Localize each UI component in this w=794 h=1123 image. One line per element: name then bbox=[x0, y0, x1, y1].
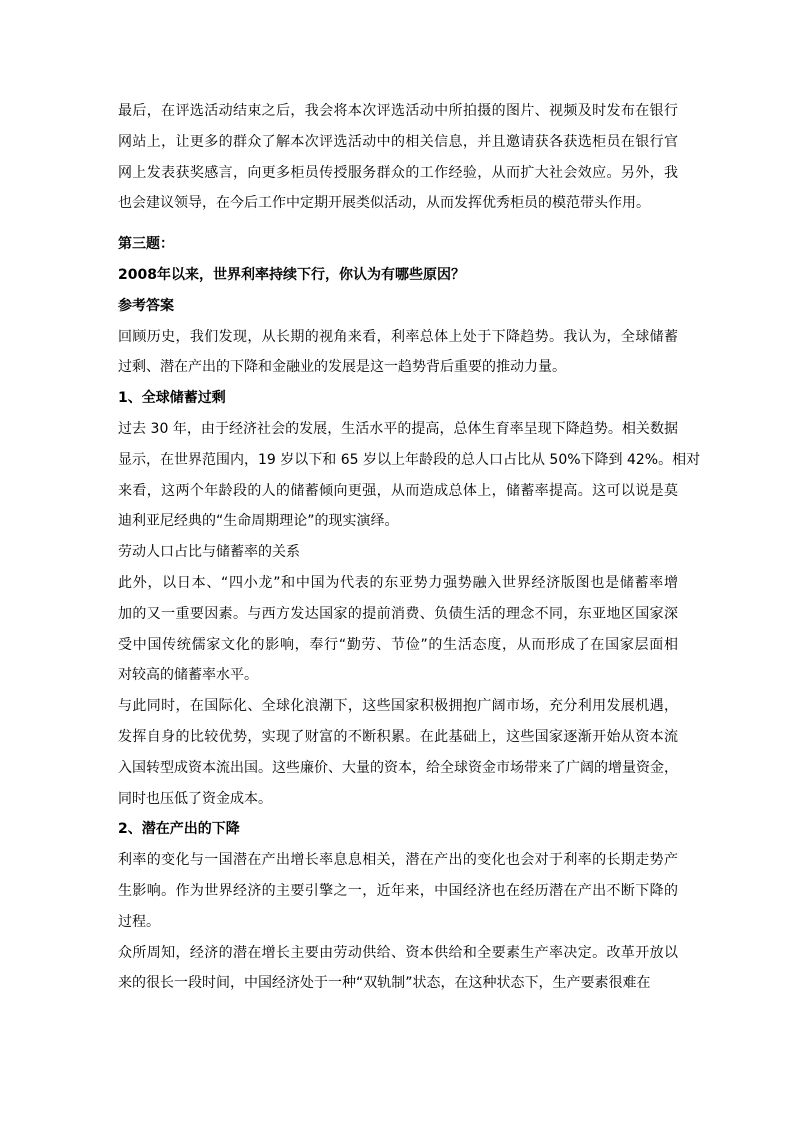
text-line: 最后，在评选活动结束之后，我会将本次评选活动中所拍摄的图片、视频及时发布在银行 bbox=[118, 103, 678, 119]
text-line: 受中国传统儒家文化的影响，奉行“勤劳、节俭”的生活态度，从而形成了在国家层面相 bbox=[118, 636, 678, 653]
heading bbox=[118, 260, 678, 291]
text-line: 劳动人口占比与储蓄率的关系 bbox=[118, 544, 300, 561]
paragraph bbox=[118, 568, 678, 691]
text-line: 过去 30 年，由于经济社会的发展，生活水平的提高，总体生育率呈现下降趋势。相关数据 bbox=[118, 420, 678, 437]
text-line: 迪利亚尼经典的“生命周期理论”的现实演绎。 bbox=[118, 513, 399, 530]
text-line: 也会建议领导，在今后工作中定期开展类似活动，从而发挥优秀柜员的模范带头作用。 bbox=[118, 195, 650, 212]
text-line: 1、全球储蓄过剩 bbox=[118, 390, 226, 407]
heading bbox=[118, 291, 678, 322]
heading bbox=[118, 814, 678, 845]
heading bbox=[118, 229, 678, 260]
text-line: 生影响。作为世界经济的主要引擎之一，近年来，中国经济也在经历潜在产出不断下降的 bbox=[118, 882, 678, 899]
text-line: 同时也压低了资金成本。 bbox=[118, 790, 272, 807]
text-line: 发挥自身的比较优势，实现了财富的不断积累。在此基础上，这些国家逐渐开始从资本流 bbox=[118, 728, 678, 745]
paragraph bbox=[118, 537, 678, 568]
text-line: 过程。 bbox=[118, 913, 160, 930]
text-line: 与此同时，在国际化、全球化浪潮下，这些国家积极拥抱广阔市场，充分利用发展机遇， bbox=[118, 698, 678, 715]
text-line: 过剩、潜在产出的下降和金融业的发展是这一趋势背后重要的推动力量。 bbox=[118, 359, 566, 376]
text-line: 回顾历史，我们发现，从长期的视角来看，利率总体上处于下降趋势。我认为，全球储蓄 bbox=[118, 328, 678, 345]
text-line: 参考答案 bbox=[118, 297, 174, 314]
text-line: 来的很长一段时间，中国经济处于一种“双轨制”状态，在这种状态下，生产要素很难在 bbox=[118, 975, 651, 992]
text-line: 网站上，让更多的群众了解本次评选活动中的相关信息，并且邀请获各获选柜员在银行官 bbox=[118, 133, 678, 150]
text-line: 网上发表获奖感言，向更多柜员传授服务群众的工作经验，从而扩大社会效应。另外，我 bbox=[118, 164, 678, 181]
text-line: 利率的变化与一国潜在产出增长率息息相关，潜在产出的变化也会对于利率的长期走势产 bbox=[118, 852, 678, 869]
text-line: 2008年以来，世界利率持续下行，你认为有哪些原因？ bbox=[118, 266, 465, 283]
text-line: 显示，在世界范围内，19 岁以下和 65 岁以上年龄段的总人口占比从 50%下降到 42%。相对 bbox=[118, 451, 701, 468]
text-line: 对较高的储蓄率水平。 bbox=[118, 667, 258, 684]
heading bbox=[118, 383, 678, 414]
paragraph bbox=[118, 691, 678, 814]
text-line: 入国转型成资本流出国。这些廉价、大量的资本，给全球资金市场带来了广阔的增量资金， bbox=[118, 759, 678, 776]
paragraph bbox=[118, 845, 678, 937]
text-line: 此外，以日本、“四小龙”和中国为代表的东亚势力强势融入世界经济版图也是储蓄率增 bbox=[118, 574, 678, 591]
text-line: 众所周知，经济的潜在增长主要由劳动供给、资本供给和全要素生产率决定。改革开放以 bbox=[118, 944, 678, 961]
text-line: 加的又一重要因素。与西方发达国家的提前消费、负债生活的理念不同，东亚地区国家深 bbox=[118, 605, 678, 622]
text-line: 第三题： bbox=[118, 236, 174, 253]
paragraph bbox=[118, 96, 678, 219]
text-line: 2、潜在产出的下降 bbox=[118, 821, 240, 838]
text-line: 来看，这两个年龄段的人的储蓄倾向更强，从而造成总体上，储蓄率提高。这可以说是莫 bbox=[118, 482, 678, 499]
paragraph bbox=[118, 414, 701, 537]
document-page bbox=[118, 96, 701, 999]
paragraph bbox=[118, 322, 678, 384]
paragraph bbox=[118, 938, 678, 1000]
